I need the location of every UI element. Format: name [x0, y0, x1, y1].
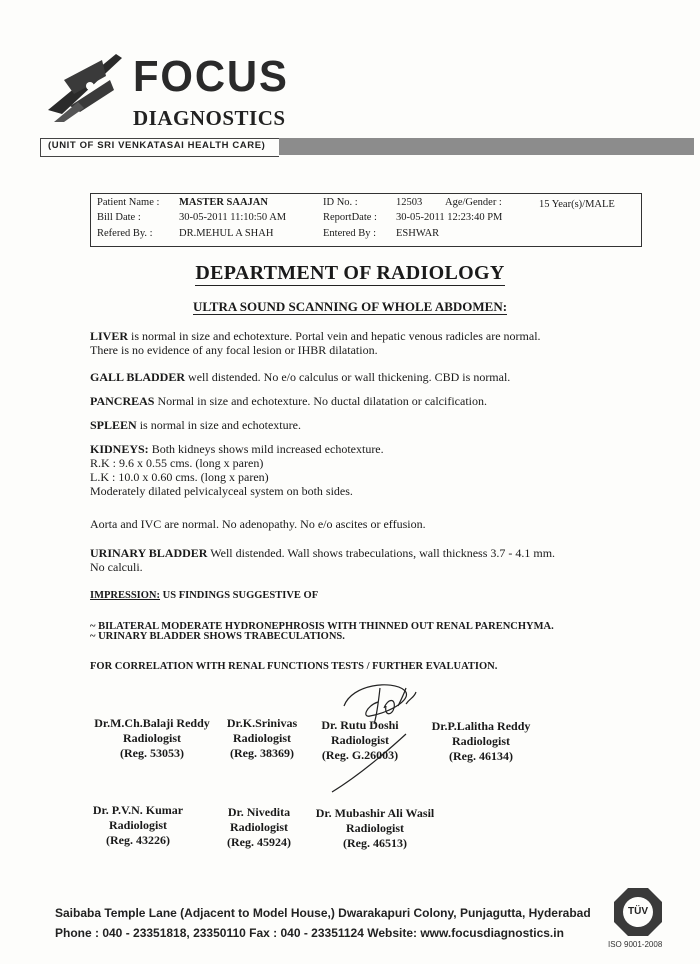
urinary-bladder-text-2: No calculi. — [90, 560, 143, 574]
gallbladder-heading: GALL BLADDER — [90, 370, 186, 384]
spleen-heading: SPLEEN — [90, 418, 137, 432]
aorta-finding: Aorta and IVC are normal. No adenopathy. No e/o ascites or effusion. — [90, 517, 426, 531]
signatory-reg: (Reg. 43226) — [106, 833, 170, 847]
report-subtitle-text: ULTRA SOUND SCANNING OF WHOLE ABDOMEN: — [192, 299, 508, 314]
kidneys-heading: KIDNEYS: — [90, 442, 149, 456]
department-title-text: DEPARTMENT OF RADIOLOGY — [195, 262, 505, 284]
liver-text: is normal in size and echotexture. Portal vein and hepatic venous radicles are normal. — [128, 329, 541, 343]
right-kidney-size: R.K : 9.6 x 0.55 cms. (long x paren) — [90, 456, 264, 470]
signatory-reg: (Reg. G.26003) — [321, 748, 399, 762]
referred-value: DR.MEHUL A SHAH — [179, 228, 274, 239]
entered-label: Entered By : — [323, 228, 377, 239]
signatory-role: Radiologist — [122, 731, 181, 745]
urinary-bladder-finding — [90, 546, 650, 574]
report-subtitle — [0, 299, 700, 315]
gallbladder-text: well distended. No e/o calculus or wall thickening. CBD is normal. — [185, 370, 511, 384]
signatory — [310, 806, 440, 851]
agegender-value: 15 Year(s)/MALE — [539, 199, 615, 210]
footer-contact: Phone : 040 - 23351818, 23350110 Fax : 040 - 23351124 Website: www.focusdiagnostics.in — [55, 926, 564, 940]
reportdate-label: ReportDate : — [323, 212, 377, 223]
spleen-text: is normal in size and echotexture. — [136, 418, 301, 432]
pancreas-finding — [90, 394, 650, 408]
impression-heading: IMPRESSION: — [90, 590, 161, 601]
patient-name-label: Patient Name : — [97, 197, 160, 208]
impression-text: US FINDINGS SUGGESTIVE OF — [160, 590, 319, 601]
liver-heading: LIVER — [90, 329, 129, 343]
brand-subtitle: DIAGNOSTICS — [133, 106, 286, 130]
gallbladder-finding — [90, 370, 650, 384]
signatory-name: Dr. Nivedita — [227, 805, 291, 819]
signatory — [420, 719, 542, 764]
footer-address: Saibaba Temple Lane (Adjacent to Model House,) Dwarakapuri Colony, Punjagutta, Hyderabad — [55, 906, 591, 920]
entered-value: ESHWAR — [396, 228, 440, 239]
signatory-name: Dr.P.Lalitha Reddy — [431, 719, 531, 733]
signatory-reg: (Reg. 46513) — [343, 836, 407, 850]
signatory-reg: (Reg. 46134) — [449, 749, 513, 763]
patient-info-box — [90, 193, 642, 247]
signatory-reg: (Reg. 38369) — [230, 746, 294, 760]
focus-logo-icon — [44, 50, 126, 122]
id-value: 12503 — [396, 197, 423, 208]
unit-label: (UNIT OF SRI VENKATASAI HEALTH CARE) — [48, 140, 266, 151]
kidneys-finding — [90, 442, 650, 498]
liver-text-2: There is no evidence of any focal lesion or IHBR dilatation. — [90, 343, 378, 357]
billdate-label: Bill Date : — [97, 212, 141, 223]
signatory-name: Dr.K.Srinivas — [226, 716, 298, 730]
signatory — [222, 716, 302, 761]
tuv-text: TÜV — [628, 906, 648, 917]
left-kidney-size: L.K : 10.0 x 0.60 cms. (long x paren) — [90, 470, 269, 484]
tuv-certification-logo — [612, 886, 664, 938]
signatory-role: Radiologist — [451, 734, 510, 748]
signatory-name: Dr. Rutu Doshi — [321, 718, 399, 732]
signatory-role: Radiologist — [108, 818, 167, 832]
liver-finding — [90, 329, 650, 357]
id-label: ID No. : — [323, 197, 358, 208]
signatory-name: Dr.M.Ch.Balaji Reddy — [94, 716, 210, 730]
urinary-bladder-text: Well distended. Wall shows trabeculations, wall thickness 3.7 - 4.1 mm. — [207, 546, 556, 560]
pelvicalyceal-text: Moderately dilated pelvicalyceal system on both sides. — [90, 484, 353, 498]
impression-line — [90, 590, 318, 601]
signatory-name: Dr. P.V.N. Kumar — [92, 803, 184, 817]
signatory-role: Radiologist — [229, 820, 288, 834]
signatory-name: Dr. Mubashir Ali Wasil — [315, 806, 435, 820]
impression-item-2: ~ URINARY BLADDER SHOWS TRABECULATIONS. — [90, 631, 345, 642]
impression-item-1: ~ BILATERAL MODERATE HYDRONEPHROSIS WITH THINNED OUT RENAL PARENCHYMA. — [90, 621, 554, 632]
reportdate-value: 30-05-2011 12:23:40 PM — [396, 212, 503, 223]
signatory-role: Radiologist — [345, 821, 404, 835]
patient-name: MASTER SAAJAN — [179, 197, 268, 208]
iso-certification: ISO 9001-2008 — [608, 940, 663, 949]
correlation-note: FOR CORRELATION WITH RENAL FUNCTIONS TESTS / FURTHER EVALUATION. — [90, 661, 498, 672]
billdate-value: 30-05-2011 11:10:50 AM — [179, 212, 287, 223]
signatory — [218, 805, 300, 850]
referred-label: Refered By. : — [97, 228, 153, 239]
signatory-reg: (Reg. 53053) — [120, 746, 184, 760]
pancreas-heading: PANCREAS — [90, 394, 155, 408]
department-title — [0, 262, 700, 285]
urinary-bladder-heading: URINARY BLADDER — [90, 546, 208, 560]
signatory-role: Radiologist — [232, 731, 291, 745]
header-bar — [278, 138, 694, 155]
signatory-reg: (Reg. 45924) — [227, 835, 291, 849]
pancreas-text: Normal in size and echotexture. No ductal dilatation or calcification. — [154, 394, 487, 408]
signatory — [88, 716, 216, 761]
kidneys-text: Both kidneys shows mild increased echotexture. — [148, 442, 384, 456]
handwritten-signature — [322, 676, 432, 796]
signatory — [86, 803, 190, 848]
brand-name: FOCUS — [133, 52, 289, 101]
agegender-label: Age/Gender : — [445, 197, 502, 208]
spleen-finding — [90, 418, 650, 432]
signatory-role: Radiologist — [330, 733, 389, 747]
